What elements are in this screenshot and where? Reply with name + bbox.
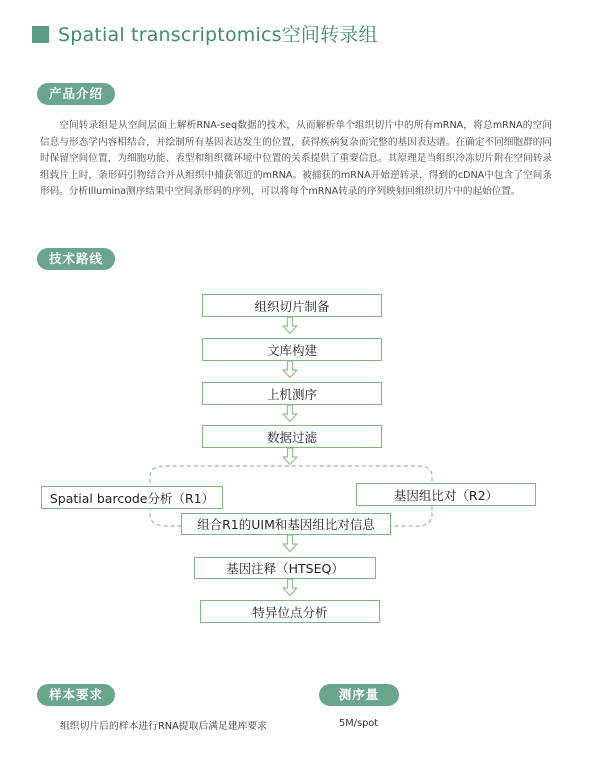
intro-heading: 产品介绍 xyxy=(37,83,115,105)
arrow-4 xyxy=(283,448,297,465)
arrow-1 xyxy=(283,317,297,334)
step-alignment: 基因组比对（R2） xyxy=(356,483,536,506)
arrow-5 xyxy=(283,535,297,552)
step-tissue-section: 组织切片制备 xyxy=(202,294,382,317)
page-title: Spatial transcriptomics空间转录组 xyxy=(58,24,378,46)
step-library: 文库构建 xyxy=(202,338,382,361)
arrow-6 xyxy=(283,579,297,596)
depth-heading: 测序量 xyxy=(319,684,399,706)
step-sequencing: 上机测序 xyxy=(202,382,382,405)
arrow-2 xyxy=(283,361,297,378)
intro-paragraph: 空间转录组是从空间层面上解析RNA-seq数据的技术，从而解析单个组织切片中的所有mRNA，将总mRNA的空间信息与形态学内容相结合，并绘制所有基因表达发生的位置，获得疾病复杂而完整的基因表达谱。在确定不同细胞群的同时保留空间位置，为细胞功能、表型和组织微环境中位置的关系提供了重要信息。其原理是当组织冷冻切片附在空间转录组载片上时，条形码引物结合并从组织中捕获邻近的mRNA。被捕获的mRNA开始逆转录，得到的cDNA中包含了空间条形码。分析Illumina测序结果中空间条形码的序列，可以将每个mRNA转录的序列映射回组织切片中的起始位置。 xyxy=(40,120,552,198)
depth-text: 5M/spot xyxy=(339,718,379,729)
step-filtering: 数据过滤 xyxy=(202,425,382,448)
sample-requirement-text: 组织切片后的样本进行RNA提取后满足建库要求 xyxy=(60,721,267,732)
step-barcode: Spatial barcode分析（R1） xyxy=(41,486,223,509)
arrow-3 xyxy=(283,405,297,422)
step-site-analysis: 特异位点分析 xyxy=(200,600,380,623)
step-combine: 组合R1的UIM和基因组比对信息 xyxy=(181,513,391,535)
step-annotation: 基因注释（HTSEQ） xyxy=(194,557,376,579)
sample-heading: 样本要求 xyxy=(37,684,115,706)
workflow-heading: 技术路线 xyxy=(37,248,115,270)
